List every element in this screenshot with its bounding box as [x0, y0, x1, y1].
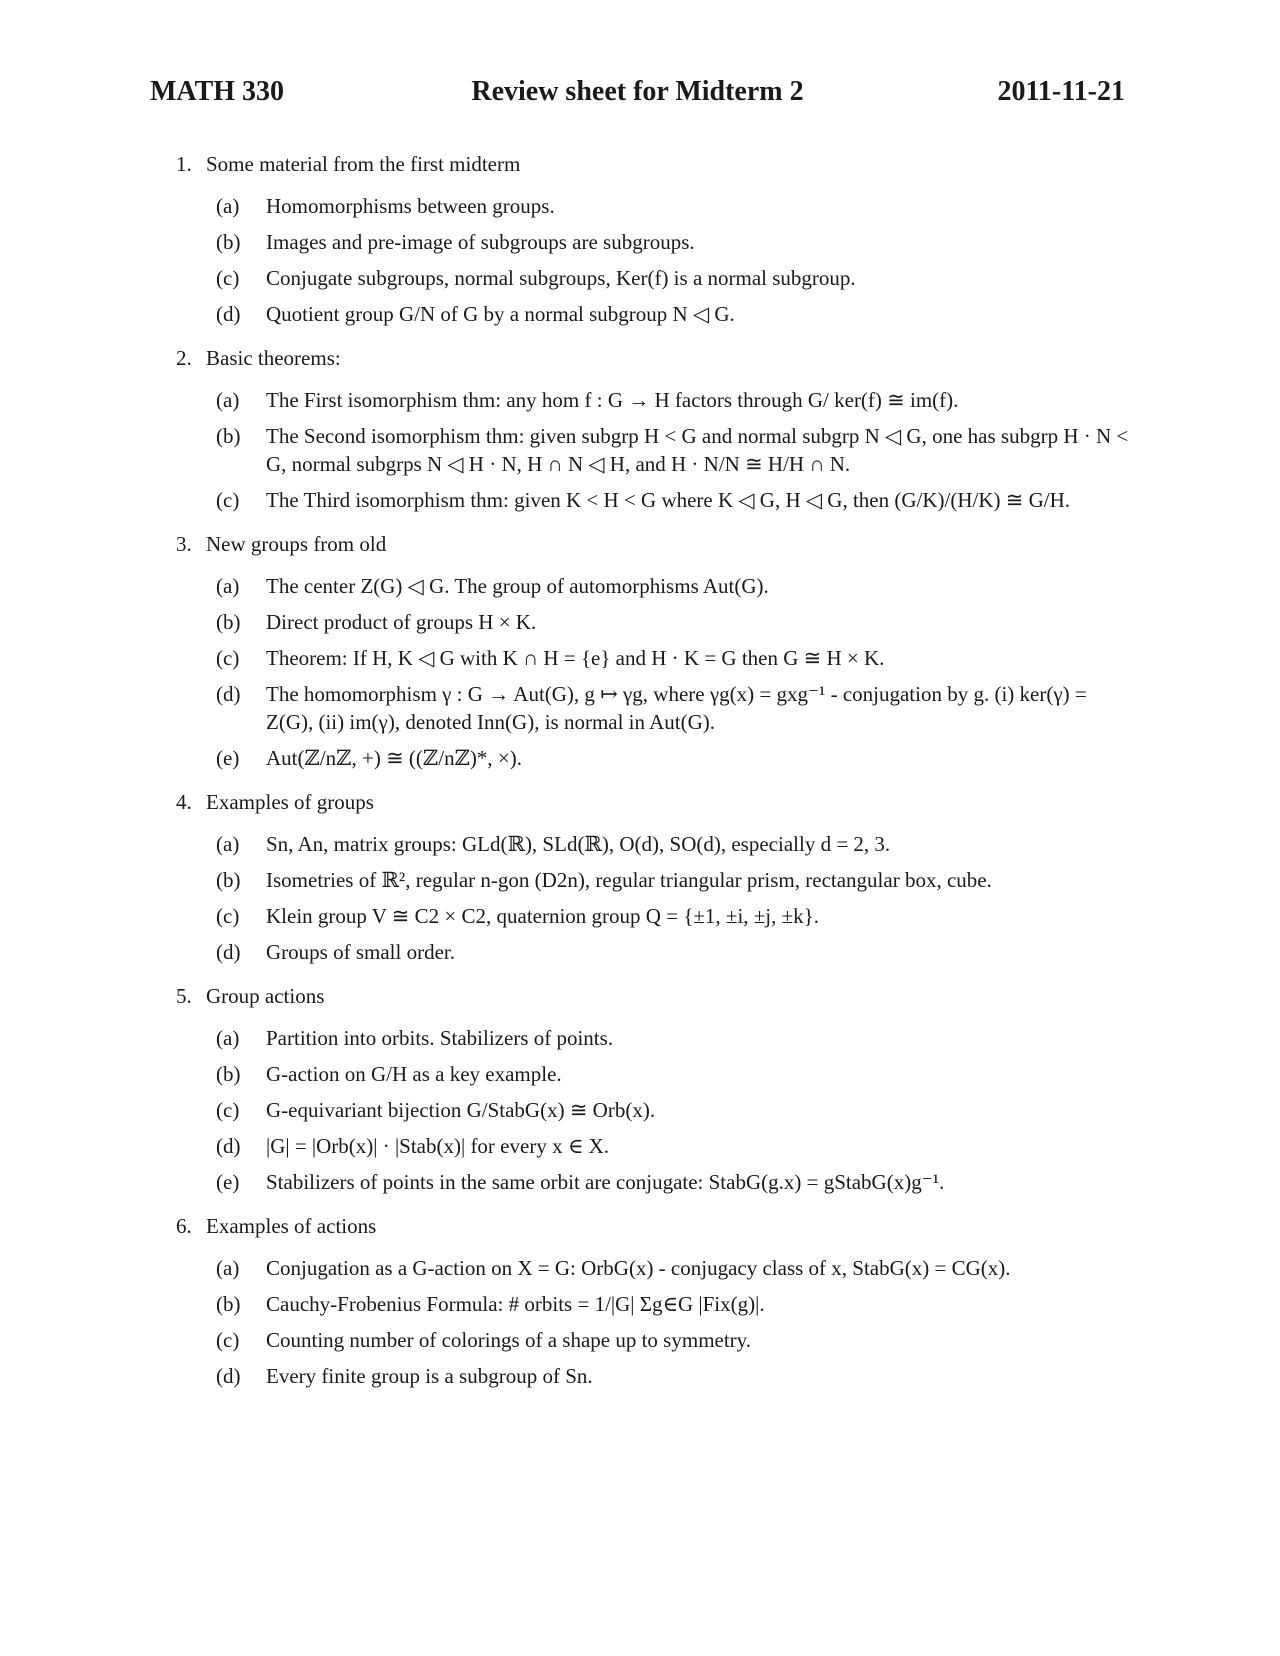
section-number: 3. [176, 532, 192, 556]
item-text: Images and pre-image of subgroups are subgroups. [266, 230, 695, 254]
section-heading [176, 982, 1136, 1012]
section-heading [176, 344, 1136, 374]
section-title: Some material from the first midterm [206, 152, 521, 176]
item-label: (b) [216, 1062, 241, 1086]
item-label: (d) [216, 682, 241, 706]
review-list [176, 150, 1136, 1406]
section-items [216, 386, 1136, 514]
list-item [216, 386, 1136, 414]
item-text: Aut(ℤ/nℤ, +) ≅ ((ℤ/nℤ)*, ×). [266, 746, 522, 770]
item-label: (a) [216, 1026, 240, 1050]
section-items [216, 1024, 1136, 1196]
item-label: (b) [216, 424, 241, 448]
list-item [216, 644, 1136, 672]
section-1 [176, 150, 1136, 328]
item-text: Every finite group is a subgroup of Sn. [266, 1364, 593, 1388]
course-code: MATH 330 [150, 76, 285, 107]
list-item [216, 422, 1136, 478]
item-text: Quotient group G/N of G by a normal subgroup N ◁ G. [266, 302, 735, 326]
list-item [216, 1168, 1136, 1196]
list-item [216, 1132, 1136, 1160]
item-label: (b) [216, 868, 241, 892]
section-items [216, 572, 1136, 772]
item-text: Conjugate subgroups, normal subgroups, Ker(f) is a normal subgroup. [266, 266, 856, 290]
item-label: (d) [216, 1364, 241, 1388]
section-title: Group actions [206, 984, 325, 1008]
section-items [216, 1254, 1136, 1390]
section-number: 1. [176, 152, 192, 176]
item-text: The Third isomorphism thm: given K < H < G where K ◁ G, H ◁ G, then (G/K)/(H/K) ≅ G/H. [266, 488, 1071, 512]
item-text: Isometries of ℝ², regular n-gon (D2n), regular triangular prism, rectangular box, cube. [266, 868, 992, 892]
item-text: Sn, An, matrix groups: GLd(ℝ), SLd(ℝ), O(d), SO(d), especially d = 2, 3. [266, 832, 891, 856]
list-item [216, 902, 1136, 930]
list-item [216, 228, 1136, 256]
item-text: Conjugation as a G-action on X = G: OrbG(x) - conjugacy class of x, StabG(x) = CG(x). [266, 1256, 1011, 1280]
item-label: (d) [216, 1134, 241, 1158]
item-label: (b) [216, 1292, 241, 1316]
item-label: (a) [216, 832, 240, 856]
section-number: 5. [176, 984, 192, 1008]
item-text: Groups of small order. [266, 940, 455, 964]
item-text: The homomorphism γ : G → Aut(G), g ↦ γg, where γg(x) = gxg⁻¹ - conjugation by g. (i) ker(γ) = Z(G), (ii) im(γ), denoted Inn(G), is normal in Aut(G). [266, 682, 1087, 734]
item-text: G-action on G/H as a key example. [266, 1062, 562, 1086]
item-label: (a) [216, 1256, 240, 1280]
document-title: Review sheet for Midterm 2 [471, 76, 804, 107]
item-text: Theorem: If H, K ◁ G with K ∩ H = {e} and H · K = G then G ≅ H × K. [266, 646, 885, 670]
section-3 [176, 530, 1136, 772]
item-label: (a) [216, 574, 240, 598]
item-text: The Second isomorphism thm: given subgrp H < G and normal subgrp N ◁ G, one has subgrp H · N < G, normal subgrps N ◁ H · N, H ∩ N ◁ H, and H · N/N ≅ H/H ∩ N. [266, 424, 1129, 476]
item-text: Direct product of groups H × K. [266, 610, 537, 634]
item-text: Stabilizers of points in the same orbit are conjugate: StabG(g.x) = gStabG(x)g⁻¹. [266, 1170, 945, 1194]
section-number: 4. [176, 790, 192, 814]
item-text: Cauchy-Frobenius Formula: # orbits = 1/|G| Σg∈G |Fix(g)|. [266, 1292, 765, 1316]
document-date: 2011-11-21 [997, 76, 1125, 107]
list-item [216, 608, 1136, 636]
item-label: (a) [216, 388, 240, 412]
section-title: Basic theorems: [206, 346, 341, 370]
section-heading [176, 150, 1136, 180]
list-item [216, 486, 1136, 514]
list-item [216, 1326, 1136, 1354]
section-heading [176, 788, 1136, 818]
item-text: |G| = |Orb(x)| · |Stab(x)| for every x ∈ X. [266, 1134, 610, 1158]
section-5 [176, 982, 1136, 1196]
list-item [216, 1290, 1136, 1318]
item-text: Homomorphisms between groups. [266, 194, 555, 218]
item-label: (c) [216, 1328, 240, 1352]
item-text: Partition into orbits. Stabilizers of points. [266, 1026, 614, 1050]
item-label: (c) [216, 904, 240, 928]
document-header [150, 76, 1125, 116]
item-text: The First isomorphism thm: any hom f : G → H factors through G/ ker(f) ≅ im(f). [266, 388, 959, 412]
section-2 [176, 344, 1136, 514]
section-items [216, 830, 1136, 966]
list-item [216, 1362, 1136, 1390]
list-item [216, 264, 1136, 292]
list-item [216, 300, 1136, 328]
section-4 [176, 788, 1136, 966]
item-label: (e) [216, 1170, 240, 1194]
list-item [216, 1024, 1136, 1052]
item-label: (d) [216, 940, 241, 964]
list-item [216, 680, 1136, 736]
section-items [216, 192, 1136, 328]
list-item [216, 866, 1136, 894]
item-label: (b) [216, 230, 241, 254]
list-item [216, 192, 1136, 220]
item-text: The center Z(G) ◁ G. The group of automorphisms Aut(G). [266, 574, 769, 598]
section-number: 6. [176, 1214, 192, 1238]
section-title: New groups from old [206, 532, 387, 556]
list-item [216, 1060, 1136, 1088]
list-item [216, 572, 1136, 600]
item-label: (d) [216, 302, 241, 326]
item-label: (c) [216, 266, 240, 290]
list-item [216, 1254, 1136, 1282]
item-label: (c) [216, 1098, 240, 1122]
item-label: (a) [216, 194, 240, 218]
section-heading [176, 530, 1136, 560]
item-text: G-equivariant bijection G/StabG(x) ≅ Orb(x). [266, 1098, 656, 1122]
item-text: Klein group V ≅ C2 × C2, quaternion group Q = {±1, ±i, ±j, ±k}. [266, 904, 819, 928]
section-heading [176, 1212, 1136, 1242]
item-label: (c) [216, 646, 240, 670]
section-number: 2. [176, 346, 192, 370]
list-item [216, 830, 1136, 858]
section-title: Examples of actions [206, 1214, 377, 1238]
list-item [216, 938, 1136, 966]
item-label: (c) [216, 488, 240, 512]
item-text: Counting number of colorings of a shape up to symmetry. [266, 1328, 752, 1352]
section-title: Examples of groups [206, 790, 374, 814]
item-label: (e) [216, 746, 240, 770]
list-item [216, 1096, 1136, 1124]
section-6 [176, 1212, 1136, 1390]
item-label: (b) [216, 610, 241, 634]
list-item [216, 744, 1136, 772]
